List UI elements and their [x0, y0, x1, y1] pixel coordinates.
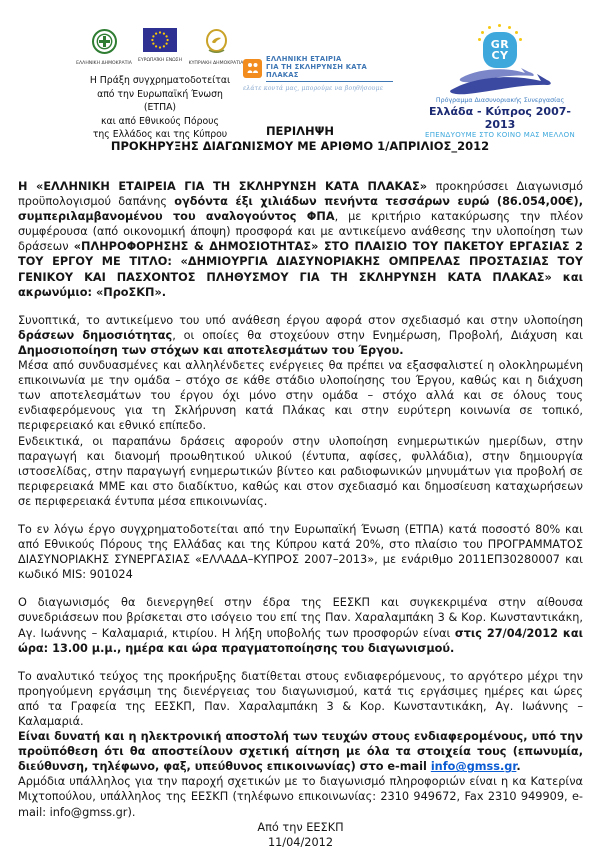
text-run: προκηρύσσει Διαγωνισμό προϋπολογισμού δαπάνης: [18, 180, 583, 209]
text-run: .: [516, 760, 521, 774]
paragraph: [18, 358, 583, 433]
paragraph: [18, 729, 583, 774]
cyprus-republic-emblem-icon: [203, 28, 230, 59]
ms-society-name-line1: ΕΛΛΗΝΙΚΗ ΕΤΑΙΡΙΑ: [266, 55, 342, 63]
paragraph: [18, 179, 583, 300]
ms-society-icon: [243, 59, 262, 78]
text-run: Ο διαγωνισμός θα διενεργηθεί στην έδρα της ΕΕΣΚΠ και συγκεκριμένα στην αίθουσα συνεδριάσεων που βρίσκεται στο ισόγειο του επί της Παν. Χαραλαμπάκη 3 & Κορ. Κωνσταντικάκη, Αγ. Ιωάννης – Καλαμαριά, κτιρίου. Η λήξη υποβολής των προσφορών είναι: [18, 596, 583, 640]
grcy-badge-icon: [480, 26, 520, 70]
dolphins-icon: [445, 66, 555, 96]
funding-logo-row: [76, 28, 244, 67]
grcy-programme-logo: [420, 26, 580, 140]
greek-republic-label: ΕΛΛΗΝΙΚΗ ΔΗΜΟΚΡΑΤΙΑ: [76, 61, 132, 66]
programme-name: Πρόγραμμα Διασυνοριακής Συνεργασίας: [435, 97, 565, 104]
ms-society-logo: [243, 55, 393, 92]
paragraph: [18, 820, 583, 835]
text-run: στις 27/04/2012 και ώρα: 13.00 μ.μ., ημέρα και ώρα πραγματοποίησης του διαγωνισμού.: [18, 626, 584, 655]
greek-republic-logo: [76, 28, 132, 67]
paragraph: [18, 434, 583, 509]
paragraph: [18, 313, 583, 358]
paragraph: [18, 522, 583, 582]
eu-logo: [139, 28, 181, 67]
document-title: [0, 124, 600, 154]
text-run: 11/04/2012: [267, 835, 334, 849]
eu-label: ΕΥΡΩΠΑΪΚΗ ΕΝΩΣΗ: [137, 58, 183, 63]
text-run: Δημοσιοποίηση των στόχων και αποτελεσμάτων του Έργου.: [18, 343, 404, 357]
funding-caption-line: της Ελλάδος και της Κύπρου: [92, 129, 228, 140]
paragraph: [18, 774, 583, 819]
text-run: Μέσα από συνδυασμένες και αλληλένδετες ενέργειες θα πρέπει να εξασφαλιστεί η ολοκληρωμένη επικοινωνία με την ομάδα – στόχο σε κάθε στάδιο υλοποίησης του Έργου, καθώς και η διάχυση των αποτελεσμάτων του έργου όχι μόνο στην ομάδα – στόχο αλλά και σε όλους τους ενδιαφερόμενους για τη Σκλήρυνση κατά Πλάκας και στην ευρύτερη κοινωνία σε τοπικό, περιφερειακό και εθνικό επίπεδο.: [18, 359, 583, 433]
paragraph: [18, 595, 583, 655]
text-run: , οι οποίες θα στοχεύουν στην Ενημέρωση, Προβολή, Διάχυση και: [172, 328, 583, 342]
text-run: , με κριτήριο κατακύρωσης την πλέον συμφέρουσα (από οικονομική άποψη) προσφορά και με αντικείμενο ανάθεσης την υλοποίηση των δράσεων: [18, 210, 583, 254]
text-run: Το εν λόγω έργο συγχρηματοδοτείται από την Ευρωπαϊκή Ένωση (ΕΤΠΑ) κατά ποσοστό 80% και από Εθνικούς Πόρους της Ελλάδας και της Κύπρου κατά 20%, στο πλαίσιο του ΠΡΟΓΡΑΜΜΑΤΟΣ ΔΙΑΣΥΝΟΡΙΑΚΗΣ ΣΥΝΕΡΓΑΣΙΑΣ «ΕΛΛΑΔΑ–ΚΥΠΡΟΣ 2007–2013», με ενάριθμο 2011ΕΠ30280007 και κωδικό MIS: 901024: [18, 522, 583, 582]
title-line2: ΠΡΟΚΗΡΥΞΗΣ ΔΙΑΓΩΝΙΣΜΟΥ ΜΕ ΑΡΙΘΜΟ 1/ΑΠΡΙΛΙΟΣ_2012: [110, 139, 490, 153]
programme-slogan: ΕΠΕΝΔΥΟΥΜΕ ΣΤΟ ΚΟΙΝΟ ΜΑΣ ΜΕΛΛΟΝ: [424, 131, 575, 139]
greek-republic-emblem-icon: [91, 28, 118, 59]
text-run: Είναι δυνατή και η ηλεκτρονική αποστολή των τευχών στους ενδιαφερομένους, υπό την προϋπόθεση ότι θα αποστείλουν σχετική αίτηση με όλα τα στοιχεία τους (επωνυμία, διεύθυνση, τηλέφωνο, φαξ, υπεύθυνος επικοινωνίας) στο e-mail: [18, 730, 583, 774]
ms-society-tagline: ελάτε κοντά μας, μπορούμε να βοηθήσουμε: [243, 85, 384, 92]
ms-society-name: [266, 55, 393, 82]
paragraph: [18, 669, 583, 729]
text-run: Ενδεικτικά, οι παραπάνω δράσεις αφορούν στην υλοποίηση ενημερωτικών ημερίδων, στην παραγωγή και διανομή προωθητικού υλικού (έντυπα, αφίσες, φυλλάδια), στην δημιουργία ιστοσελίδας, στην παραγωγή ενημερωτικών βίντεο και ραδιοφωνικών μηνυμάτων για προβολή σε περιφερειακά ΜΜΕ και στο διαδίκτυο, καθώς και στον σχεδιασμό και δημοσίευση καταχωρήσεων σε περιφερειακά έντυπα μέσα επικοινωνίας.: [18, 434, 583, 508]
title-line1: ΠΕΡΙΛΗΨΗ: [265, 124, 335, 138]
grcy-badge-gr: GR: [490, 37, 510, 51]
ms-society-name-line2: ΓΙΑ ΤΗ ΣΚΛΗΡΥΝΣΗ ΚΑΤΑ ΠΛΑΚΑΣ: [266, 63, 367, 79]
funding-caption-line: από την Ευρωπαϊκή Ένωση (ΕΤΠΑ): [97, 88, 223, 113]
funding-caption-line: και από Εθνικούς Πόρους: [100, 115, 220, 127]
text-run: Αρμόδια υπάλληλος για την παροχή σχετικών με το διαγωνισμό πληροφοριών είναι η κα Κατερίνα Μιχτοπούλου, υπάλληλος της ΕΕΣΚΠ (τηλέφωνο επικοινωνίας: 2310 949672, Fax 2310 949909, e-mail: info@gmss.gr).: [18, 775, 583, 819]
document-body: [18, 166, 583, 849]
text-run: δράσεων δημοσιότητας: [18, 328, 173, 342]
paragraph: [18, 835, 583, 849]
cyprus-label: ΚΥΠΡΙΑΚΗ ΔΗΜΟΚΡΑΤΙΑ: [188, 61, 244, 66]
email-link[interactable]: info@gmss.gr: [430, 760, 517, 774]
text-run: Η «ΕΛΛΗΝΙΚΗ ΕΤΑΙΡΕΙΑ ΓΙΑ ΤΗ ΣΚΛΗΡΥΝΣΗ ΚΑΤΑ ΠΛΑΚΑΣ»: [18, 180, 436, 193]
text-run: και ακρωνύμιο: «ΠροΣΚΠ».: [18, 270, 583, 299]
text-run: Από την ΕΕΣΚΠ: [257, 820, 344, 834]
programme-title: Ελλάδα - Κύπρος 2007-2013: [429, 105, 571, 131]
text-run: «ΠΛΗΡΟΦΟΡΗΣΗΣ & ΔΗΜΟΣΙΟΤΗΤΑΣ» ΣΤΟ ΠΛΑΙΣΙΟ ΤΟΥ ΠΑΚΕΤΟΥ ΕΡΓΑΣΙΑΣ 2 ΤΟΥ ΕΡΓΟΥ ΜΕ ΤΙΤΛΟ: «ΔΗΜΙΟΥΡΓΙΑ ΔΙΑΣΥΝΟΡΙΑΚΗΣ ΟΜΠΡΕΛΑΣ ΠΡΟΣΤΑΣΙΑΣ ΤΟΥ ΓΕΝΙΚΟΥ ΚΑΙ ΠΑΣΧΟΝΤΟΣ ΠΛΗΘΥΣΜΟΥ ΓΙΑ ΤΗ ΣΚΛΗΡΥΝΣΗ ΚΑΤΑ ΠΛΑΚΑΣ»: [18, 240, 583, 284]
eu-flag-icon: [143, 28, 177, 56]
grcy-badge-cy: CY: [491, 49, 509, 62]
text-run: ογδόντα έξι χιλιάδων πενήντα τεσσάρων ευρώ (86.054,00€), συμπεριλαμβανομένου του αναλογούντος ΦΠΑ: [18, 195, 583, 224]
text-run: Συνοπτικά, το αντικείμενο του υπό ανάθεση έργου αφορά στον σχεδιασμό και στην υλοποίηση: [18, 313, 583, 327]
funding-caption-line: Η Πράξη συγχρηματοδοτείται: [89, 75, 231, 86]
text-run: Το αναλυτικό τεύχος της προκήρυξης διατίθεται στους ενδιαφερόμενους, το αργότερο μέχρι την προηγούμενη εργάσιμη της διενέργειας του διαγωνισμού, κατά τις εργάσιμες ημέρες και ώρες από τα Γραφεία της ΕΕΣΚΠ, Παν. Χαραλαμπάκη 3 & Κορ. Κωνσταντικάκη, Αγ. Ιωάννης – Καλαμαριά.: [18, 669, 583, 728]
cyprus-republic-logo: [188, 28, 244, 67]
